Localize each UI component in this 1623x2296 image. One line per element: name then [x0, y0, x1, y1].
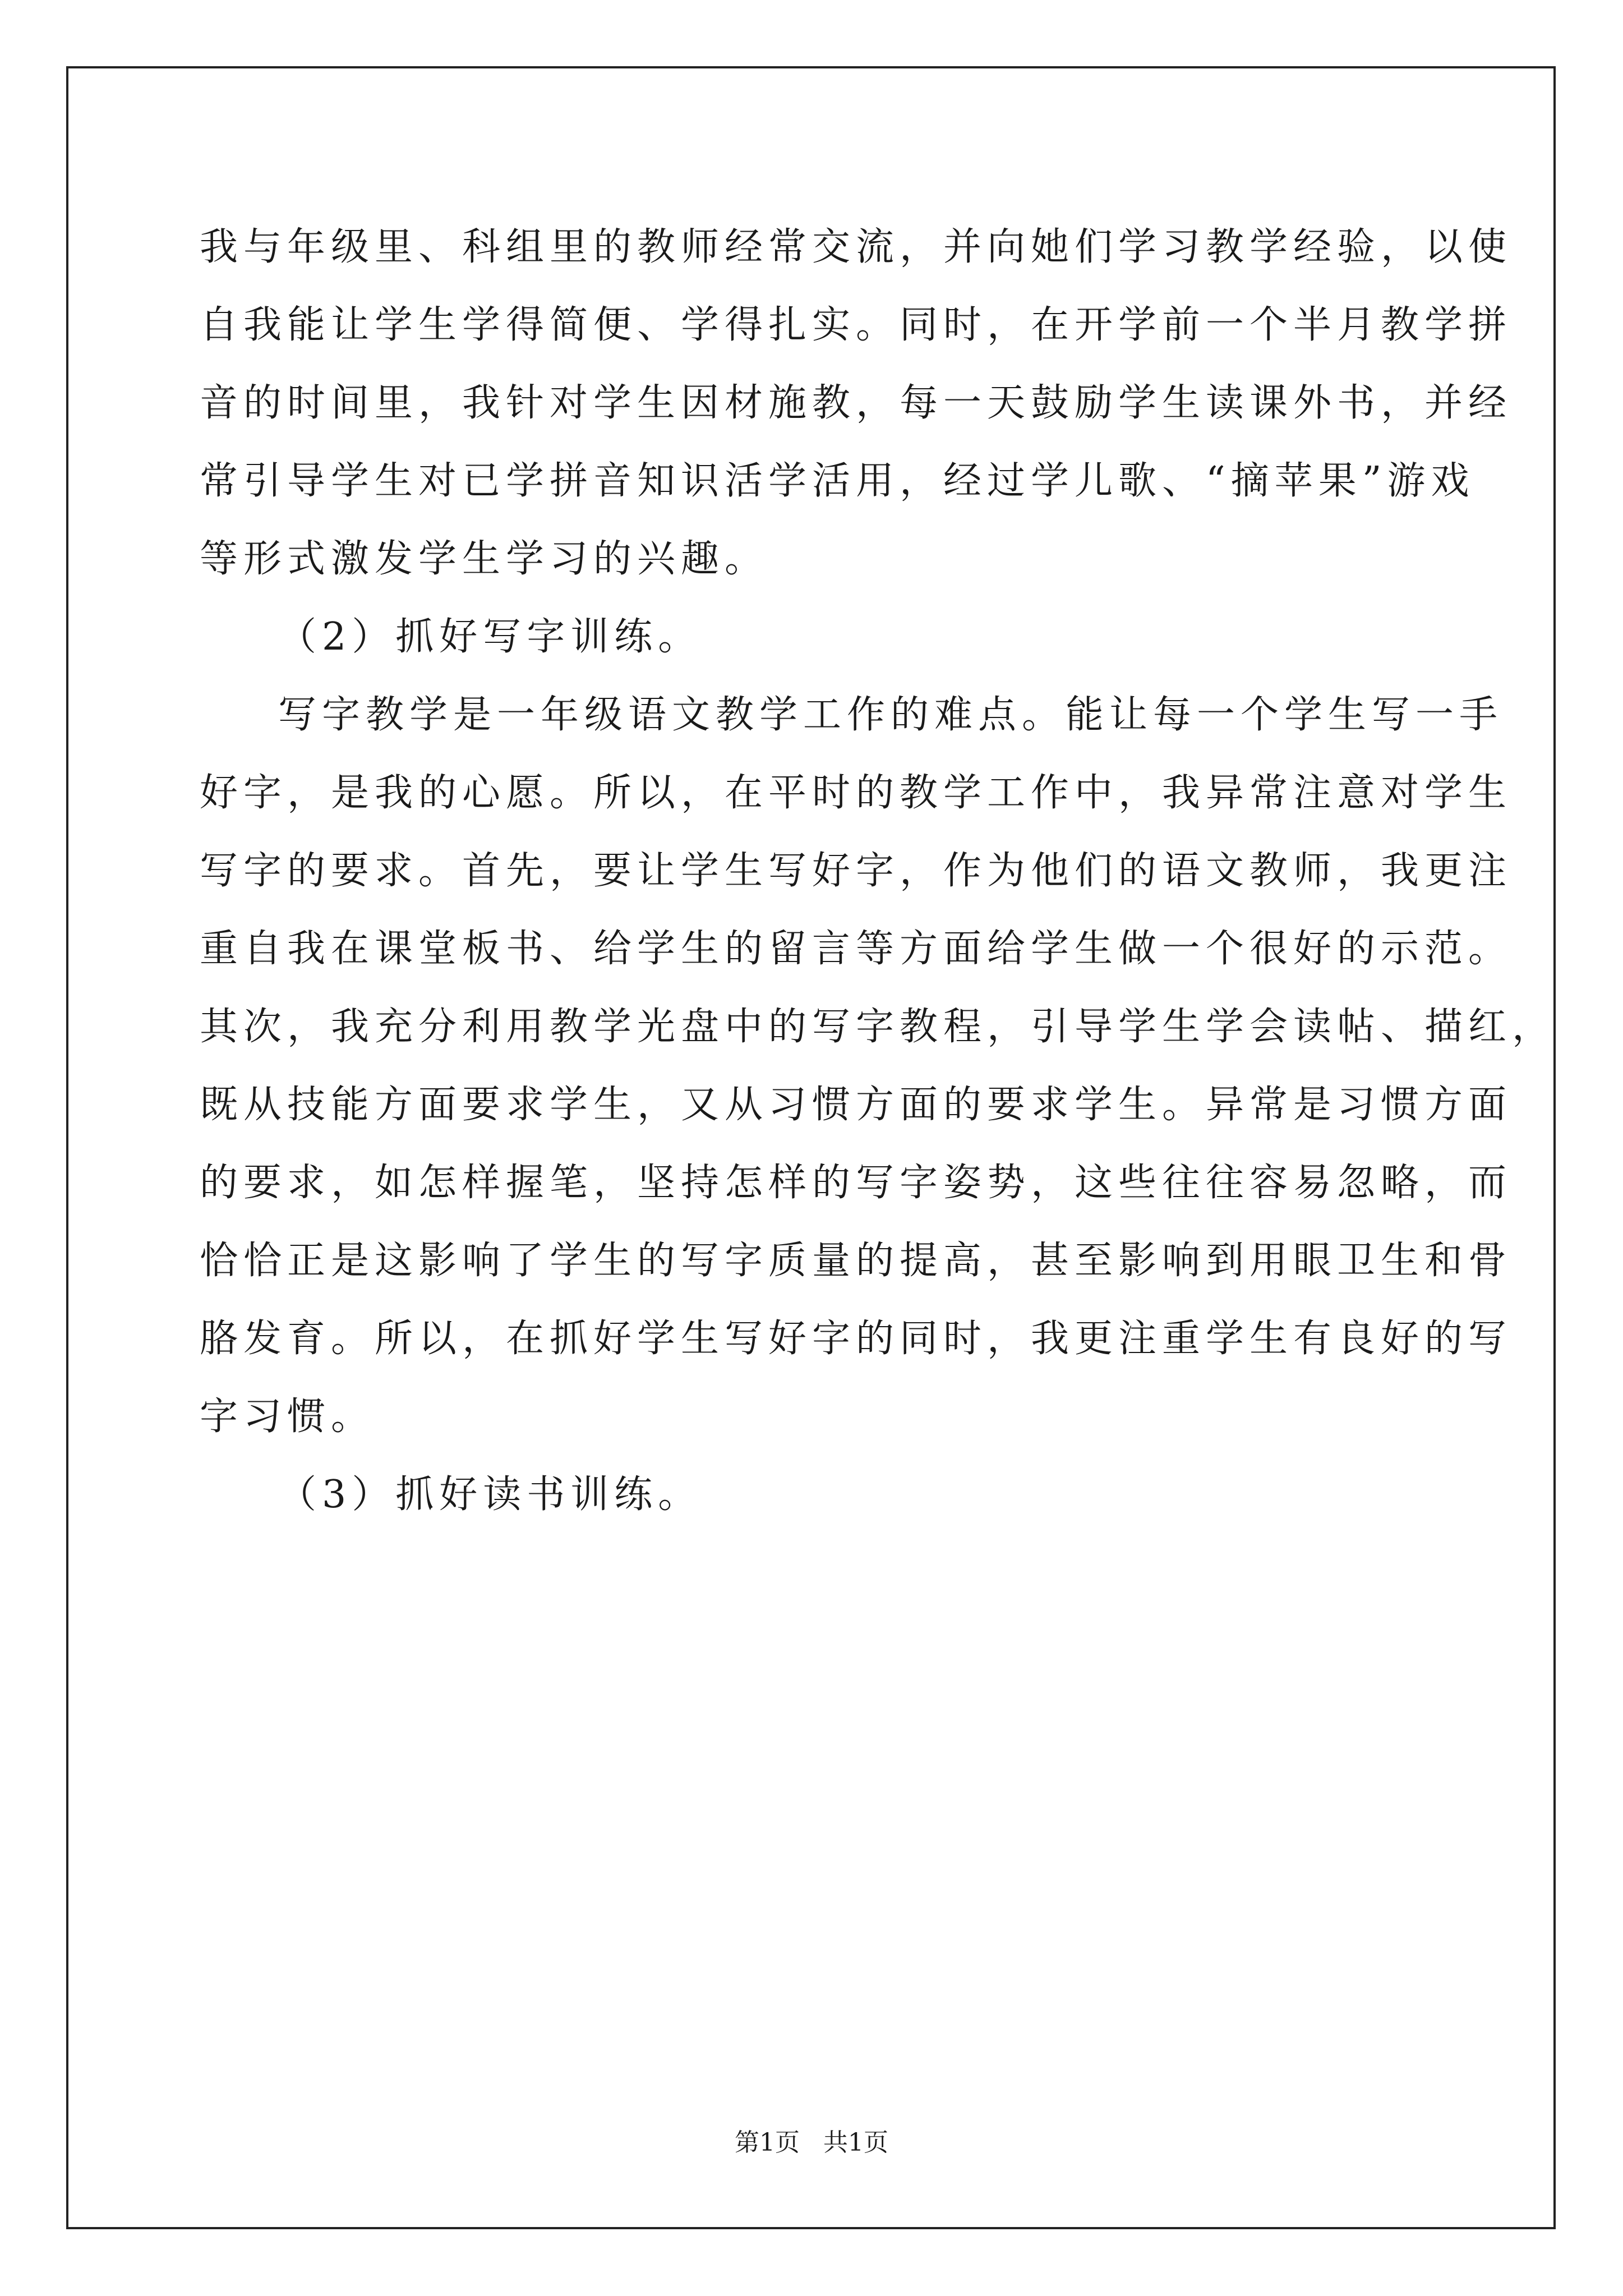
text-line: 恰恰正是这影响了学生的写字质量的提高，甚至影响到用眼卫生和骨 — [200, 1239, 1513, 1283]
text-line: 其次，我充分利用教学光盘中的写字教程，引导学生学会读帖、描红， — [200, 1005, 1556, 1049]
text-line: 自我能让学生学得简便、学得扎实。同时，在开学前一个半月教学拼 — [200, 303, 1513, 347]
text-line: （2）抓好写字训练。 — [278, 615, 702, 659]
page-footer: 第1页 共1页 — [735, 2128, 888, 2157]
text-line: 字习惯。 — [200, 1395, 375, 1439]
text-line: 重自我在课堂板书、给学生的留言等方面给学生做一个很好的示范。 — [200, 927, 1513, 971]
text-line: 好字，是我的心愿。所以，在平时的教学工作中，我异常注意对学生 — [200, 771, 1513, 815]
text-line: 音的时间里，我针对学生因材施教，每一天鼓励学生读课外书，并经 — [200, 381, 1513, 425]
text-line: 写字的要求。首先，要让学生写好字，作为他们的语文教师，我更注 — [200, 849, 1513, 893]
text-line: 常引导学生对已学拼音知识活学活用，经过学儿歌、“摘苹果”游戏 — [200, 459, 1475, 503]
document-body — [200, 208, 1556, 1534]
text-line: （3）抓好读书训练。 — [278, 1473, 702, 1517]
text-line: 的要求，如怎样握笔，坚持怎样的写字姿势，这些往往容易忽略，而 — [200, 1161, 1513, 1205]
text-line: 等形式激发学生学习的兴趣。 — [200, 537, 769, 581]
text-line: 胳发育。所以，在抓好学生写好字的同时，我更注重学生有良好的写 — [200, 1317, 1513, 1361]
text-line: 我与年级里、科组里的教师经常交流，并向她们学习教学经验，以使 — [200, 225, 1513, 269]
text-line: 写字教学是一年级语文教学工作的难点。能让每一个学生写一手 — [278, 693, 1504, 737]
text-line: 既从技能方面要求学生，又从习惯方面的要求学生。异常是习惯方面 — [200, 1083, 1513, 1127]
